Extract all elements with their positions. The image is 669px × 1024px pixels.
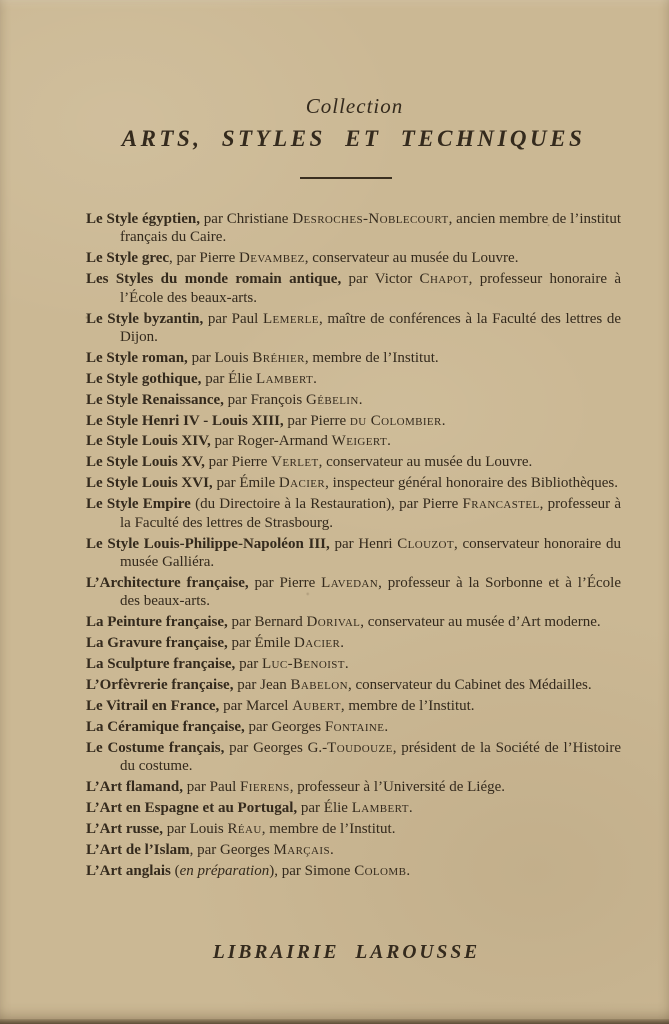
book-title: Les Styles du monde romain antique,	[86, 271, 342, 288]
book-title: L’Art en Espagne et au Portugal,	[86, 799, 298, 816]
entry-text: , conservateur au musée du Louvre.	[318, 454, 533, 471]
list-item	[86, 432, 621, 450]
entry-text: , professeur honoraire à l’École des beaux-arts.	[120, 271, 621, 306]
list-item	[86, 349, 621, 367]
entry-text: , inspecteur général honoraire des Bibliothèques.	[325, 475, 618, 492]
author-name: Lambert	[351, 799, 409, 816]
book-list	[0, 210, 669, 880]
entry-text: par Élie	[297, 799, 352, 816]
book-title: Le Style roman,	[86, 349, 188, 366]
list-item	[86, 310, 621, 347]
author-name: Dacier	[278, 475, 326, 492]
entry-text: par Paul	[203, 310, 263, 327]
entry-text: par Bernard	[227, 614, 307, 631]
book-title: L’Art flamand,	[86, 778, 183, 795]
author-name: Verlet	[271, 454, 319, 471]
entry-text: .	[329, 841, 334, 858]
author-name: Fierens	[240, 778, 290, 795]
entry-text: , conservateur au musée du Louvre.	[304, 250, 519, 267]
author-name: Babelon	[290, 676, 348, 693]
book-title: Le Style Louis XVI,	[86, 475, 213, 492]
list-item	[86, 474, 621, 492]
entry-text: , par Pierre	[169, 250, 239, 267]
book-title: L’Architecture française,	[86, 574, 249, 591]
author-name: Fontaine	[324, 718, 385, 735]
book-title: Le Style égyptien,	[86, 211, 200, 227]
list-item	[86, 820, 621, 838]
author-name: Réau	[227, 820, 262, 837]
entry-text: par Louis	[187, 349, 253, 366]
list-item	[86, 634, 621, 652]
book-title: Le Costume français,	[86, 739, 225, 756]
entry-text: par Louis	[162, 820, 228, 837]
entry-text: , membre de l’Institut.	[261, 820, 396, 837]
list-item	[86, 697, 621, 715]
entry-text: , membre de l’Institut.	[304, 349, 439, 366]
entry-text: (	[170, 862, 180, 879]
entry-text: , professeur à la Sorbonne et à l’École des beaux-arts.	[120, 574, 622, 610]
list-item	[86, 718, 621, 736]
author-name: Toudouze	[327, 739, 393, 756]
book-title: L’Art anglais	[86, 862, 171, 879]
author-name: Weigert	[331, 433, 388, 450]
list-item	[86, 535, 621, 572]
entry-text: .	[358, 391, 363, 408]
entry-text: .	[344, 655, 349, 672]
page-footer	[0, 942, 669, 964]
entry-text: , conservateur honoraire du musée Galliéra.	[120, 535, 622, 570]
book-title: La Peinture française,	[86, 614, 228, 631]
list-item	[86, 799, 621, 817]
author-name: Marçais	[273, 841, 330, 858]
entry-text: , professeur à la Faculté des lettres de Strasbourg.	[120, 496, 621, 531]
entry-text: par	[235, 655, 262, 672]
entry-text: .	[387, 433, 391, 450]
entry-text: par Henri	[329, 535, 398, 552]
book-title: Le Style grec	[86, 250, 170, 267]
entry-text: , membre de l’Institut.	[340, 697, 475, 714]
entry-text: par Roger-Armand	[210, 433, 332, 450]
list-item	[86, 676, 621, 694]
collection-label: Collection	[305, 94, 404, 118]
list-item	[86, 249, 621, 267]
list-item	[86, 270, 621, 307]
entry-text: par Élie	[201, 370, 256, 387]
author-name: Francastel	[462, 496, 540, 513]
author-name: Lemerle	[262, 310, 319, 327]
book-title: Le Style Henri IV - Louis XIII,	[86, 412, 284, 429]
list-item	[86, 495, 621, 532]
entry-text: , maître de conférences à la Faculté des lettres de Dijon.	[120, 310, 621, 345]
list-item	[86, 778, 621, 796]
book-title: La Sculpture française,	[86, 655, 236, 672]
list-item	[86, 412, 621, 430]
book-title: Le Style Renaissance,	[86, 391, 224, 408]
entry-text: , ancien membre de l’institut français du Caire.	[120, 211, 622, 246]
entry-text: par Paul	[182, 778, 241, 795]
book-title: Le Style Empire	[86, 496, 191, 513]
author-name: Gébelin	[305, 391, 359, 408]
title-rule	[300, 177, 392, 179]
author-name: Lambert	[256, 370, 314, 387]
entry-text: par François	[223, 391, 306, 408]
entry-text: par Marcel	[219, 697, 293, 714]
book-title: Le Style Louis-Philippe-Napoléon III,	[86, 535, 330, 552]
author-name: Lavedan	[321, 574, 379, 591]
author-name: Aubert	[292, 697, 341, 714]
entry-text: , conservateur au musée d’Art moderne.	[360, 614, 601, 631]
entry-text: .	[406, 862, 411, 879]
entry-text: par Émile	[227, 635, 295, 652]
book-title: Le Vitrail en France,	[86, 697, 220, 714]
entry-text: .	[313, 370, 317, 387]
entry-text: par Pierre	[248, 574, 322, 591]
list-item	[86, 862, 621, 880]
list-item	[86, 613, 621, 631]
italic-note: en préparation	[179, 862, 270, 879]
entry-text: par Georges G.-	[224, 739, 328, 756]
author-name: Dacier	[294, 635, 341, 652]
author-name: Devambez	[239, 250, 305, 267]
series-title: ARTS, STYLES ET TECHNIQUES	[121, 126, 586, 151]
book-title: Le Style Louis XV,	[86, 454, 205, 471]
list-item	[86, 574, 621, 611]
entry-text: par Christiane	[199, 211, 293, 227]
entry-text: ), par Simone	[269, 862, 355, 879]
entry-text: (du Directoire à la Restauration), par Pierre	[190, 496, 463, 513]
entry-text: par Georges	[244, 718, 325, 735]
entry-text: , conservateur du Cabinet des Médailles.	[347, 676, 592, 693]
entry-text: par Pierre	[283, 412, 350, 429]
book-title: Le Style byzantin,	[86, 310, 204, 327]
author-name: Bréhier	[252, 349, 305, 366]
page-header	[0, 0, 669, 179]
author-name: Desroches-Noblecourt	[292, 211, 449, 227]
author-name: du Colombier	[349, 412, 442, 429]
book-title: Le Style Louis XIV,	[86, 433, 211, 450]
list-item	[86, 210, 621, 247]
entry-text: par Émile	[212, 475, 279, 492]
entry-text: , professeur à l’Université de Liége.	[289, 778, 506, 795]
entry-text: par Victor	[341, 271, 420, 288]
author-name: Clouzot	[397, 535, 455, 552]
list-item	[86, 841, 621, 859]
entry-text: .	[441, 412, 446, 429]
author-name: Luc-Benoist	[261, 655, 345, 672]
list-item	[86, 739, 621, 776]
list-item	[86, 655, 621, 673]
author-name: Colomb	[354, 862, 407, 879]
book-title: L’Orfèvrerie française,	[86, 676, 234, 693]
page-bottom-edge	[0, 1019, 669, 1024]
entry-text: , président de la Société de l’Histoire du costume.	[120, 739, 621, 774]
author-name: Dorival	[306, 614, 361, 631]
book-title: L’Art de l’Islam	[86, 841, 190, 858]
book-title: La Céramique française,	[86, 718, 245, 735]
entry-text: .	[340, 635, 345, 652]
list-item	[86, 370, 621, 388]
book-title: L’Art russe,	[86, 820, 163, 837]
entry-text: .	[408, 799, 413, 816]
list-item	[86, 391, 621, 409]
author-name: Chapot	[419, 271, 469, 288]
publisher-name: LIBRAIRIE LAROUSSE	[212, 942, 481, 963]
entry-text: .	[384, 718, 389, 735]
book-title: La Gravure française,	[86, 635, 228, 652]
entry-text: par Pierre	[204, 454, 272, 471]
entry-text: par Jean	[233, 676, 291, 693]
book-title: Le Style gothique,	[86, 370, 202, 387]
entry-text: , par Georges	[189, 841, 274, 858]
list-item	[86, 453, 621, 471]
